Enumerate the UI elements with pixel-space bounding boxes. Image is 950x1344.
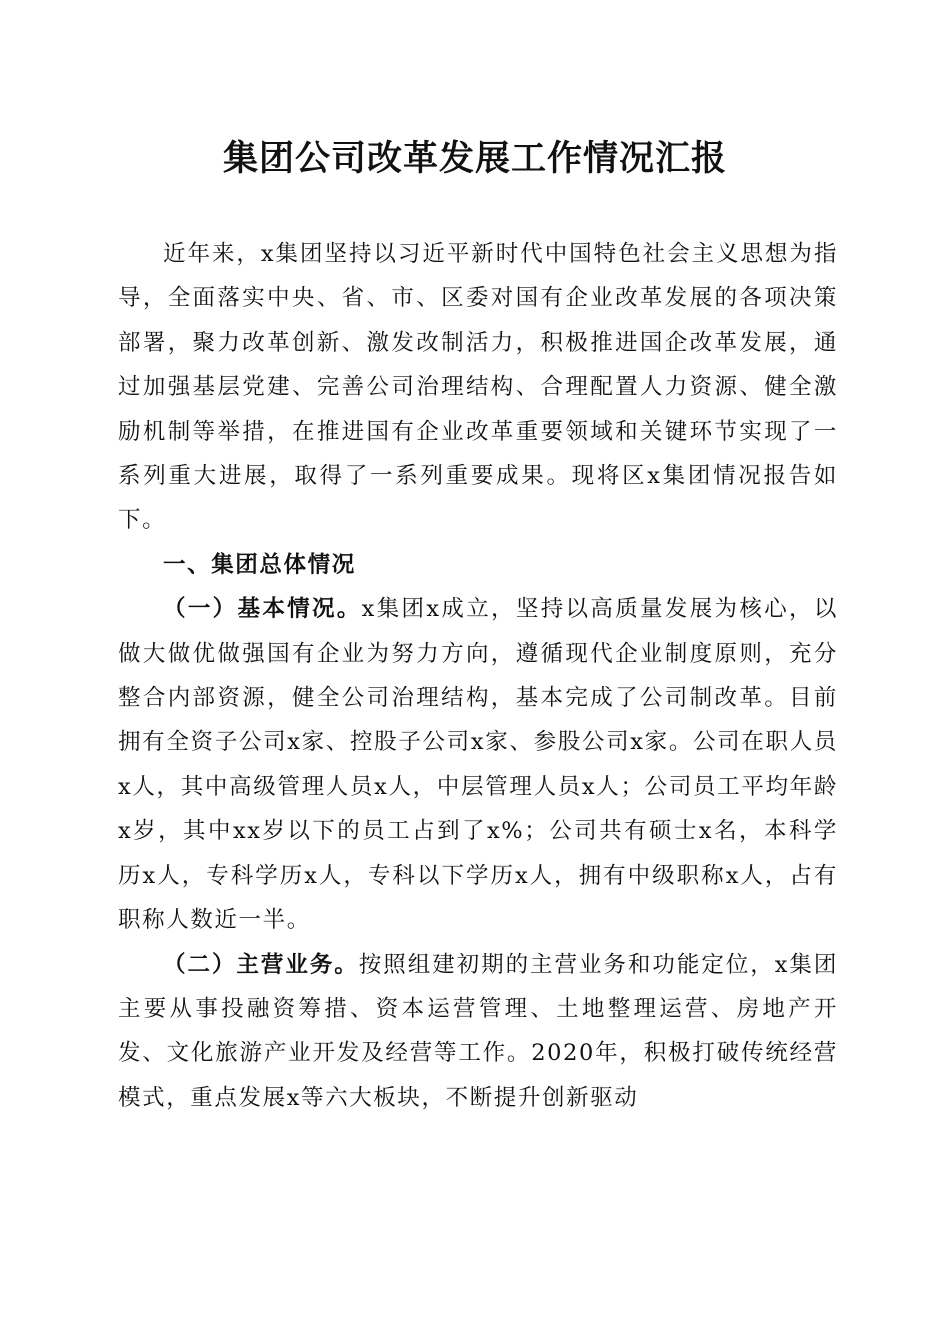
basic-situation-lead: （一）基本情况。 xyxy=(163,596,362,623)
main-business-text: 按照组建初期的主营业务和功能定位，x集团主要从事投融资筹措、资本运营管理、土地整理运营、房地产开发、文化旅游产业开发及经营等工作。2020年，积极打破传统经营模式，重点发展x等六大板块，不断提升创新驱动 xyxy=(118,951,838,1111)
main-business-lead: （二）主营业务。 xyxy=(163,951,359,978)
document-body xyxy=(118,232,838,1120)
document-title: 集团公司改革发展工作情况汇报 xyxy=(222,138,727,179)
intro-paragraph: 近年来，x集团坚持以习近平新时代中国特色社会主义思想为指导，全面落实中央、省、市、区委对国有企业改革发展的各项决策部署，聚力改革创新、激发改制活力，积极推进国企改革发展，通过加强基层党建、完善公司治理结构、合理配置人力资源、健全激励机制等举措，在推进国有企业改革重要领域和关键环节实现了一系列重大进展，取得了一系列重要成果。现将区x集团情况报告如下。 xyxy=(118,241,838,534)
section-heading: 一、集团总体情况 xyxy=(163,551,356,578)
basic-situation-paragraph xyxy=(118,587,838,942)
basic-situation-text: x集团x成立，坚持以高质量发展为核心，以做大做优做强国有企业为努力方向，遵循现代企业制度原则，充分整合内部资源，健全公司治理结构，基本完成了公司制改革。目前拥有全资子公司x家、控股子公司x家、参股公司x家。公司在职人员x人，其中高级管理人员x人，中层管理人员x人；公司员工平均年龄x岁，其中xx岁以下的员工占到了x%；公司共有硕士x名，本科学历x人，专科学历x人，专科以下学历x人，拥有中级职称x人，占有职称人数近一半。 xyxy=(118,596,838,934)
main-business-paragraph xyxy=(118,943,838,1121)
